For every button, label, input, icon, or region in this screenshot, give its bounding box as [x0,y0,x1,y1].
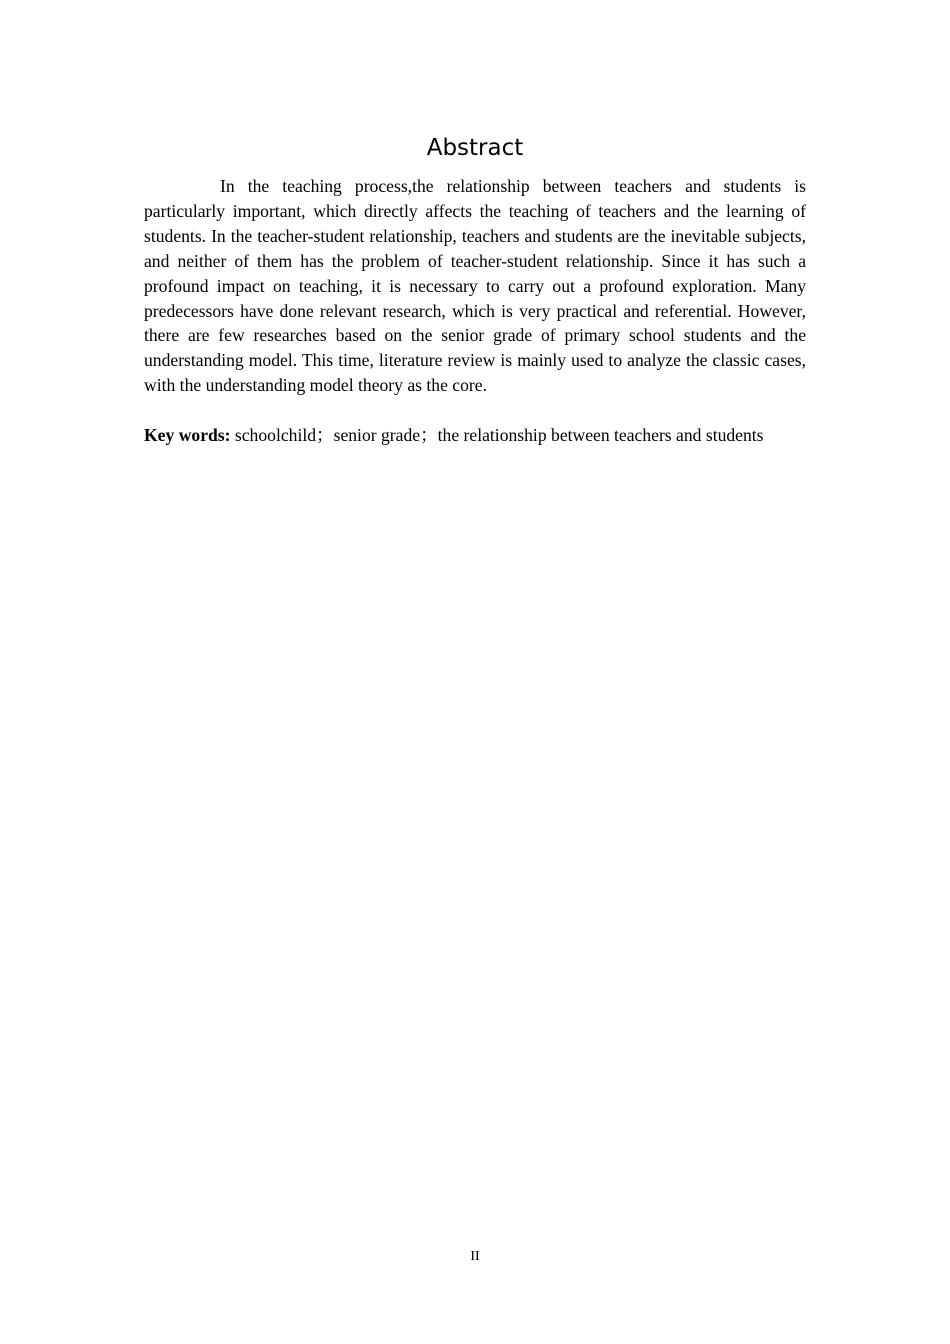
abstract-paragraph: In the teaching process,the relationship between teachers and students is particularly important, which directly affects the teaching of teachers and the learning of students. In the teacher-student relationship, teachers and students are the inevitable subjects, and neither of them has the problem of teacher-student relationship. Since it has such a profound impact on teaching, it is necessary to carry out a profound exploration. Many predecessors have done relevant research, which is very practical and referential. However, there are few researches based on the senior grade of primary school students and the understanding model. This time, literature review is mainly used to analyze the classic cases, with the understanding model theory as the core. [144,176,806,396]
abstract-title: Abstract [426,135,524,161]
page-number: II [470,1249,480,1264]
keywords-label: Key words: [144,425,231,445]
keywords-text: schoolchild；senior grade；the relationship between teachers and students [230,425,764,445]
keywords-line [144,423,806,448]
